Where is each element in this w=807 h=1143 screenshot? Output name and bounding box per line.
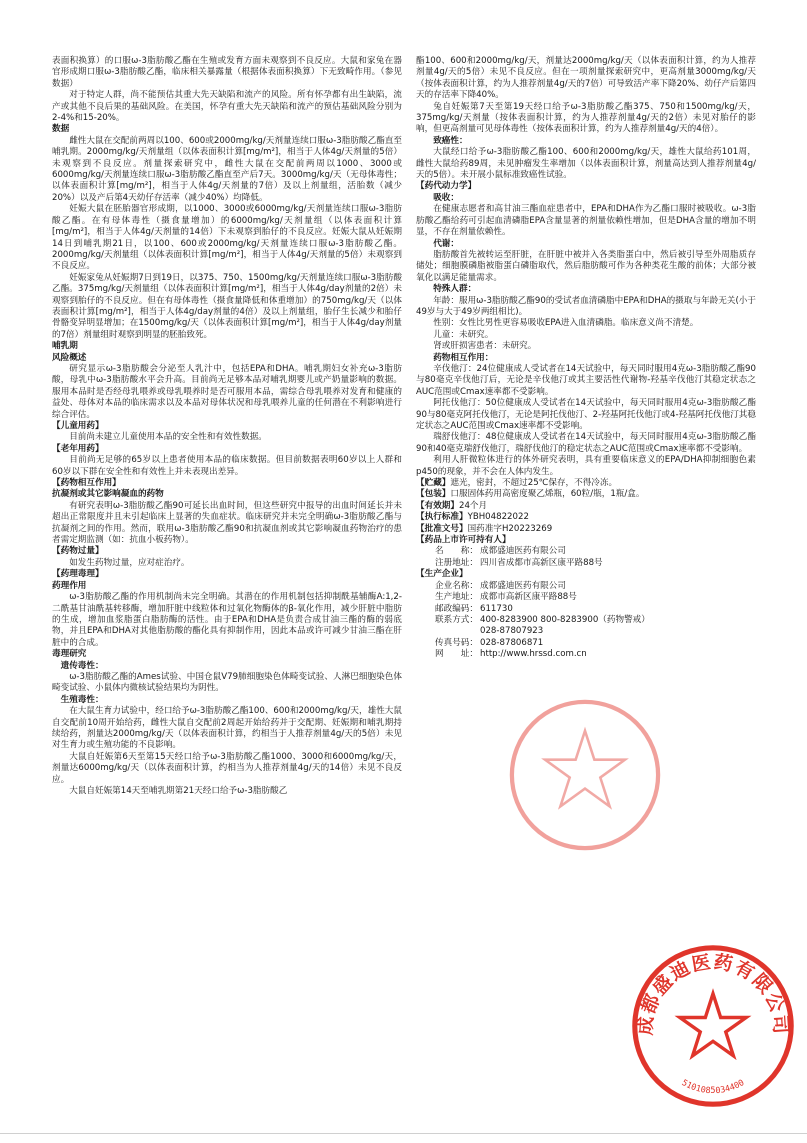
- heading-geriatric-use: 【老年用药】: [52, 443, 104, 454]
- manufacturer-details: [416, 581, 756, 661]
- approval-value: 国药准字H20223269: [467, 523, 553, 534]
- paragraph-pediatric-use: 目前尚未建立儿童使用本品的安全性和有效性数据。: [69, 432, 267, 443]
- mah-details: [416, 546, 756, 569]
- package-line: [416, 489, 756, 500]
- phone-value-2: 028-87807923: [480, 626, 544, 637]
- standard-label: 【执行标准】: [416, 512, 468, 523]
- expiry-label: 【有效期】: [416, 500, 459, 511]
- paragraph-absorption: 在健康志愿者和高甘油三酯血症患者中，EPA和DHA作为乙酯口服时被吸收。ω-3脂肪酸乙酯给药可引起血清磷脂EPA含量显著的剂量依赖性增加，但是DHA含量的增加不明显，不存在剂量依赖性。: [416, 204, 756, 238]
- company-seal: [628, 941, 798, 1111]
- mah-address-value: 四川省成都市高新区康平路88号: [480, 557, 603, 568]
- fax-label: 传真号码：: [435, 637, 478, 648]
- paragraph-rat-gestation: 大鼠自妊娠第6天至第15天经口给予ω-3脂肪酸乙酯1000、3000和6000mg/kg/天，剂量达6000mg/kg/天（以体表面积计算，约相当为人推荐剂量4g/天的14倍）未见不良反应。: [52, 751, 402, 785]
- paragraph-overdose: 如发生药物过量，应对症治疗。: [69, 557, 190, 568]
- seal-company-text: 成都盛迪医药有限公司: [634, 950, 792, 1037]
- standard-value: YBH04822022: [467, 512, 529, 523]
- heading-special-populations: 特殊人群：: [433, 284, 477, 295]
- fax-value: 028-87806871: [480, 637, 544, 648]
- heading-metabolism: 代谢：: [433, 238, 459, 249]
- paragraph-pediatrics: 儿童：未研究。: [433, 329, 494, 340]
- heading-toxicology: 毒理研究: [52, 649, 87, 660]
- paragraph-atorvastatin: 阿托伐他汀：50位健康成人受试者在14天试验中，每天同时服用4克ω-3脂肪酸乙酯90与80毫克阿托伐他汀，无论是阿托伐他汀、2-羟基阿托伐他汀或4-羟基阿托伐他汀其稳定状态之AUC范围或Cmax速率都不受影响。: [416, 398, 756, 431]
- phone-label: 联系方式：: [435, 614, 478, 625]
- left-column: [52, 56, 402, 797]
- storage-label: 【贮藏】: [416, 478, 451, 489]
- mah-name-value: 成都盛迪医药有限公司: [480, 546, 566, 557]
- heading-mechanism: 药理作用: [52, 580, 87, 591]
- paragraph-rat-fertility: 雌性大鼠在交配前两周以100、600或2000mg/kg/天剂量连续口服ω-3脂肪酸乙酯直至哺乳期。2000mg/kg/天剂量组（以体表面积计算[mg/m²]，相当于人体4g/天剂量的5倍）未观察到不良反应。剂量探索研究中，雌性大鼠在交配前两周以1000、3000或6000mg/kg/天剂量连续口服ω-3脂肪酸乙酯直至产后7天。3000mg/kg/天（无母体毒性；以体表面积计算[mg/m²]，相当于人体4g/天剂量的7倍）及以上剂量组，活胎数（减少20%）以及产后第4天幼仔存活率（减少40%）均降低。: [52, 135, 402, 203]
- paragraph-rabbit-study: 妊娠家兔从妊娠期7日到19日，以375、750、1500mg/kg/天剂量连续口服ω-3脂肪酸乙酯。375mg/kg/天剂量组（以体表面积计算[mg/m²]，相当于人体4g/day剂量的2倍）未观察到胎仔的不良反应。但在有母体毒性（摄食量降低和体重增加）的750mg/kg/天（以体表面积计算[mg/m²]，相当于人体4g/day剂量的4倍）及以上剂量组，胎仔生长减少和胎仔骨骼变异明显增加；在1500mg/kg/天（以体表面积计算[mg/m²]，相当于人体4g/day剂量的7倍）剂量组时观察到明显的胚胎致死。: [52, 272, 402, 340]
- bottom-divider: [0, 1133, 807, 1134]
- package-value: 口服固体药用高密度聚乙烯瓶，60粒/瓶，1瓶/盒。: [450, 489, 645, 500]
- heading-pk-interactions: 药物相互作用：: [433, 352, 494, 363]
- paragraph-intro: 表面积换算）的口服ω-3脂肪酸乙酯在生殖或发育方面未观察到不良反应。大鼠和家兔在器官形成期口服ω-3脂肪酸乙酯，临床相关暴露量（根据体表面积换算）下无致畸作用。（参见数据）: [52, 56, 402, 89]
- zip-label: 邮政编码：: [435, 603, 478, 614]
- paragraph-genotoxicity: ω-3脂肪酸乙酯的Ames试验、中国仓鼠V79肺细胞染色体畸变试验、人淋巴细胞染色体畸变试验、小鼠体内微核试验结果均为阴性。: [52, 671, 402, 694]
- website-label: 网 址：: [435, 649, 478, 660]
- zip-value: 611730: [480, 603, 513, 614]
- paragraph-sex: 性别：女性比男性更容易吸收EPA进入血清磷脂。临床意义尚不清楚。: [433, 318, 699, 329]
- heading-risk-summary: 风险概述: [52, 352, 87, 363]
- heading-anticoagulants: 抗凝剂或其它影响凝血的药物: [52, 489, 164, 500]
- storage-line: [416, 478, 756, 489]
- seal-star-icon: [680, 994, 746, 1056]
- paragraph-fertility-study: 在大鼠生育力试验中，经口给予ω-3脂肪酸乙酯100、600和2000mg/kg/天，雄性大鼠自交配前10周开始给药，雌性大鼠自交配前2周起开始给药并于交配期、妊娠期和哺乳期持续给药，剂量达2000mg/kg/天（以体表面积计算，约相当于人推荐剂量4g/天的5倍）未见对生育力或生殖功能的不良影响。: [52, 706, 402, 751]
- standard-line: [416, 512, 756, 523]
- heading-pediatric-use: 【儿童用药】: [52, 421, 104, 431]
- heading-drug-interactions: 【药物相互作用】: [52, 478, 121, 489]
- package-label: 【包装】: [416, 489, 451, 500]
- heading-pharmacology-toxicology: 【药理毒理】: [52, 569, 104, 580]
- paragraph-rabbit-embryo: 兔自妊娠第7天至第19天经口给予ω-3脂肪酸乙酯375、750和1500mg/kg/天，375mg/kg/天剂量（按体表面积计算，约为人推荐剂量4g/天的2倍）未见对胎仔的影响，但更高剂量可见母体毒性（按体表面积计算，约为人推荐剂量4g/天的4倍）。: [416, 101, 756, 135]
- heading-absorption: 吸收：: [433, 192, 459, 203]
- paragraph-cyp450: 利用人肝微粒体进行的体外研究表明，具有重要临床意义的EPA/DHA抑制细胞色素p450的现象，并不会在人体内发生。: [416, 455, 756, 477]
- right-column: [416, 56, 756, 661]
- paragraph-geriatric-use: 目前尚无足够的65岁以上患者使用本品的临床数据。但目前数据表明60岁以上人群和60岁以下群在安全性和有效性上并未表现出差异。: [52, 455, 402, 477]
- paragraph-age: 年龄：服用ω-3脂肪酸乙酯90的受试者血清磷脂中EPA和DHA的摄取与年龄无关(小于49岁与大于49岁两组相比)。: [416, 295, 756, 317]
- heading-manufacturer: 【生产企业】: [416, 569, 468, 580]
- storage-value: 遮光，密封，不超过25℃保存，不得冷冻。: [450, 478, 618, 489]
- maker-name-label: 企业名称：: [435, 580, 478, 591]
- mah-name-label: 名 称：: [435, 546, 478, 557]
- heading-overdose: 【药物过量】: [52, 546, 104, 557]
- paragraph-renal-hepatic: 肾或肝损害患者：未研究。: [433, 341, 537, 352]
- company-seal-faint: [500, 690, 670, 860]
- heading-data: 数据: [52, 124, 70, 135]
- phone-value: 400-8283900 800-8283900（药物警戒）: [480, 614, 650, 625]
- paragraph-rat-organogenesis: 妊娠大鼠在胚胎器官形成期，以1000、3000或6000mg/kg/天剂量连续口服ω-3脂肪酸乙酯。在有母体毒性（摄食量增加）的6000mg/kg/天剂量组（以体表面积计算[mg/m²]，相当于人体4g/天剂量的14倍）下未观察到胎仔的不良反应。妊娠大鼠从妊娠期14日到哺乳期21日，以100、600或2000mg/kg/天剂量连续口服ω-3脂肪酸乙酯。2000mg/kg/天剂量组（以体表面积计算[mg/m²]，相当于人体4g/天剂量的5倍）未观察到不良反应。: [52, 204, 402, 272]
- paragraph-simvastatin: 辛伐他汀：24位健康成人受试者在14天试验中，每天同时服用4克ω-3脂肪酸乙酯90与80毫克辛伐他汀后，无论是辛伐他汀或其主要活性代谢物-羟基辛伐他汀其稳定状态之AUC范围或Cmax速率都不受影响。: [416, 363, 756, 397]
- heading-mah: 【药品上市许可持有人】: [416, 535, 511, 546]
- paragraph-continued: 酯100、600和2000mg/kg/天，剂量达2000mg/kg/天（以体表面积计算，约为人推荐剂量4g/天的5倍）未见不良反应。但在一项剂量探索研究中，更高剂量3000mg/kg/天（按体表面积计算，约为人推荐剂量4g/天的7倍）可导致活产率下降20%、幼仔产后第四天的存活率下降40%。: [416, 56, 756, 101]
- maker-address-value: 成都市高新区康平路88号: [480, 592, 577, 603]
- heading-lactation: 哺乳期: [52, 341, 78, 352]
- paragraph-rat-lactation: 大鼠自妊娠第14天至哺乳期第21天经口给予ω-3脂肪酸乙: [69, 786, 288, 796]
- expiry-value: 24个月: [458, 500, 488, 511]
- expiry-line: [416, 501, 756, 512]
- heading-pharmacokinetics: 【药代动力学】: [416, 181, 477, 192]
- maker-name-value: 成都盛迪医药有限公司: [480, 580, 566, 591]
- heading-reproductive-toxicity: 生殖毒性：: [60, 694, 104, 705]
- approval-line: [416, 524, 756, 535]
- paragraph-background-risk: 对于特定人群，尚不能预估其重大先天缺陷和流产的风险。所有怀孕都有出生缺陷，流产或其他不良后果的基础风险。在美国，怀孕有重大先天缺陷和流产的预估基础风险分别为2-4%和15-20%。: [52, 90, 402, 124]
- paragraph-carcinogenicity: 大鼠经口给予ω-3脂肪酸乙酯100、600和2000mg/kg/天，雄性大鼠给药101周，雌性大鼠给药89周，未见肿瘤发生率增加（以体表面积计算，剂量高达到人推荐剂量4g/天的5倍）。未开展小鼠标准致癌性试验。: [416, 147, 756, 181]
- approval-label: 【批准文号】: [416, 523, 468, 534]
- paragraph-lactation: 研究显示ω-3脂肪酸会分泌至人乳汁中，包括EPA和DHA。哺乳期妇女补充ω-3脂肪酸，母乳中ω-3脂肪酸水平会升高。目前尚无足够本品对哺乳期婴儿或产奶量影响的数据。服用本品时是否经母乳喂养或母乳喂养时是否可服用本品，需综合母乳喂养对发育和健康的益处、母体对本品的临床需求以及本品对母体状况和母乳喂养儿童的任何潜在不利影响进行综合评估。: [52, 363, 402, 420]
- maker-address-label: 生产地址：: [435, 592, 478, 603]
- paragraph-anticoagulants: 有研究表明ω-3脂肪酸乙酯90可延长出血时间，但这些研究中报导的出血时间延长并未超出正常限度并且未引起临床上显著的失血症状。临床研究并未完全明确ω-3脂肪酸乙酯与抗凝剂之间的作用。然而，联用ω-3脂肪酸乙酯90和抗凝血剂或其它影响凝血药物治疗的患者需定期监测（如：抗血小板药物）。: [52, 500, 402, 546]
- heading-genotoxicity: 遗传毒性：: [60, 660, 104, 671]
- website-value: http://www.hrssd.com.cn: [480, 649, 587, 660]
- paragraph-metabolism: 脂肪酸首先被转运至肝脏，在肝脏中被并入各类脂蛋白中，然后被引导至外周脂质存储处；细胞膜磷脂被脂蛋白磷脂取代，然后脂肪酸可作为各种类花生酸的前体；大部分被氧化以满足能量需求。: [416, 249, 756, 283]
- heading-carcinogenicity: 致癌性：: [433, 135, 468, 146]
- paragraph-mechanism: ω-3脂肪酸乙酯的作用机制尚未完全明确。其潜在的作用机制包括抑制酰基辅酶A:1,2-二酰基甘油酰基转移酶，增加肝脏中线粒体和过氧化物酶体的β-氧化作用，减少肝脏中脂肪的生成，增加血浆脂蛋白脂肪酶的活性。由于EPA和DHA是负责合成甘油三酯的酶的弱底物，并且EPA和DHA对其他脂肪酸的酯化具有抑制作用，因此本品或许可减少甘油三酯在肝脏中的合成。: [52, 592, 402, 648]
- seal-number-text: 5101085034400: [679, 1078, 747, 1097]
- svg-text:5101085034400: [680, 1078, 746, 1096]
- mah-address-label: 注册地址：: [435, 557, 478, 568]
- paragraph-rosuvastatin: 瑞舒伐他汀：48位健康成人受试者在14天试验中，每天同时服用4克ω-3脂肪酸乙酯90和40毫克瑞舒伐他汀，瑞舒伐他汀的稳定状态之AUC范围或Cmax速率都不受影响。: [416, 432, 756, 454]
